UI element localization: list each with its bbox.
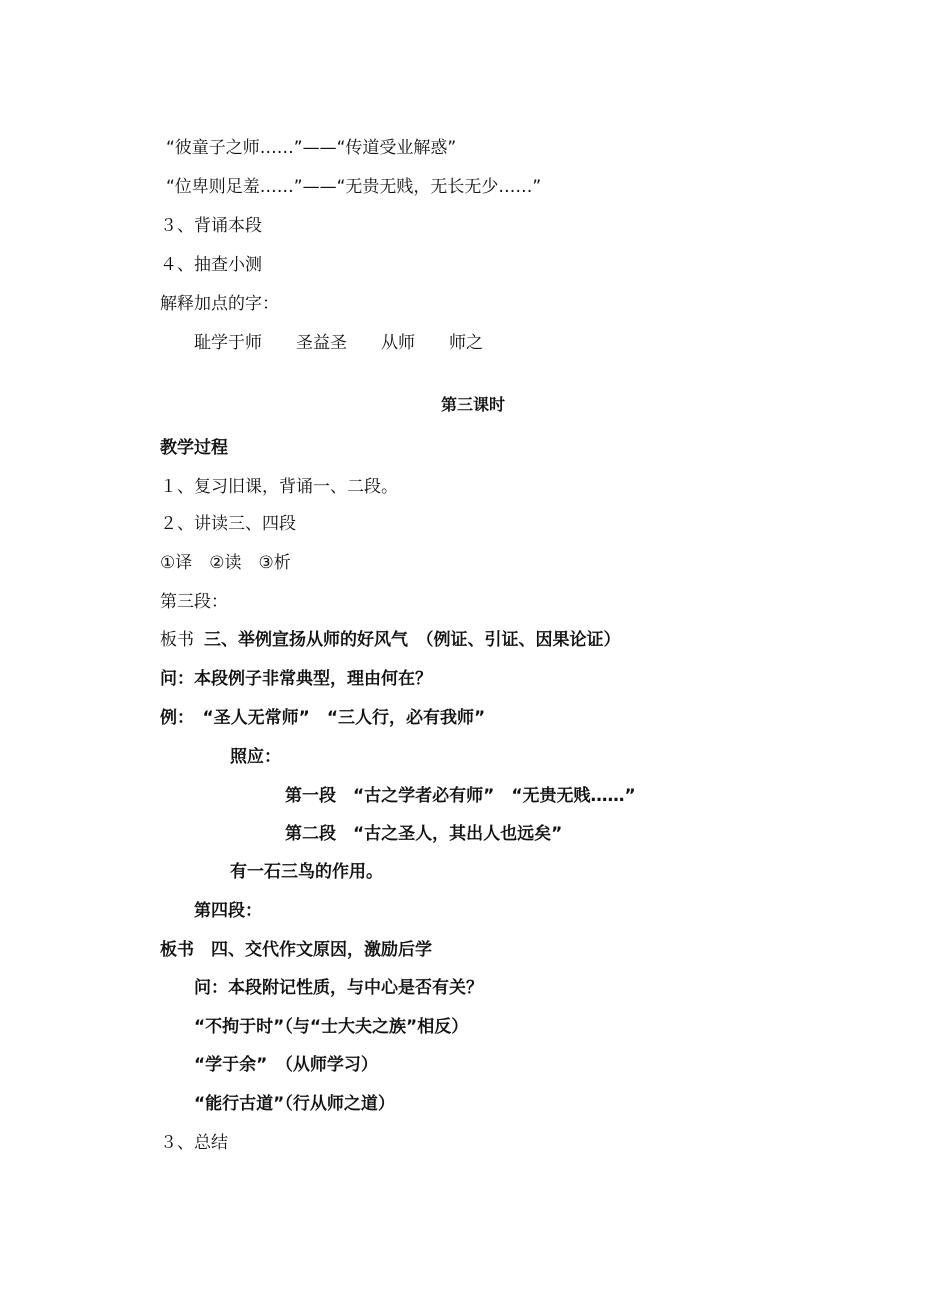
evidence-1: “不拘于时”（与“士大夫之族”相反） [194, 1017, 469, 1037]
echo-heading: 照应： [230, 747, 281, 767]
step-3-recite: ３、背诵本段 [160, 216, 262, 236]
question-1: 问：本段例子非常典型，理由何在？ [160, 669, 432, 689]
lesson-title: 第三课时 [441, 395, 506, 414]
question-2: 问：本段附记性质，与中心是否有关？ [194, 978, 483, 998]
board-point-three: 三、举例宣扬从师的好风气 （例证、引证、因果论证） [204, 630, 621, 650]
step-2-read: ２、讲读三、四段 [160, 514, 296, 534]
quote-line-2: “位卑则足羞……”——“无贵无贱，无长无少……” [166, 177, 542, 197]
quote-line-1: “彼童子之师……”——“传道受业解惑” [166, 138, 457, 158]
echo-paragraph-one: 第一段 “古之学者必有师” “无贵无贱……” [285, 786, 636, 806]
evidence-3: “能行古道”（行从师之道） [194, 1094, 395, 1114]
echo-paragraph-two: 第二段 “古之圣人，其出人也远矣” [285, 824, 563, 844]
paragraph-four-heading: 第四段： [194, 901, 262, 921]
example-line: 例： “圣人无常师” “三人行，必有我师” [160, 708, 486, 728]
evidence-2: “学于余” （从师学习） [194, 1055, 378, 1075]
step-3-summary: ３、总结 [160, 1133, 228, 1153]
paragraph-three-heading: 第三段： [160, 592, 228, 612]
explain-heading: 解释加点的字： [160, 294, 279, 314]
process-heading: 教学过程 [160, 438, 228, 458]
step-4-quiz: ４、抽查小测 [160, 255, 262, 275]
three-birds-note: 有一石三鸟的作用。 [230, 862, 383, 882]
explain-words: 耻学于师 圣益圣 从师 师之 [194, 333, 483, 353]
board-label: 板书 [160, 630, 194, 650]
step-1-review: １、复习旧课，背诵一、二段。 [160, 477, 398, 497]
method-steps: ①译 ②读 ③析 [160, 553, 291, 573]
board-point-four: 板书 四、交代作文原因，激励后学 [160, 940, 432, 960]
